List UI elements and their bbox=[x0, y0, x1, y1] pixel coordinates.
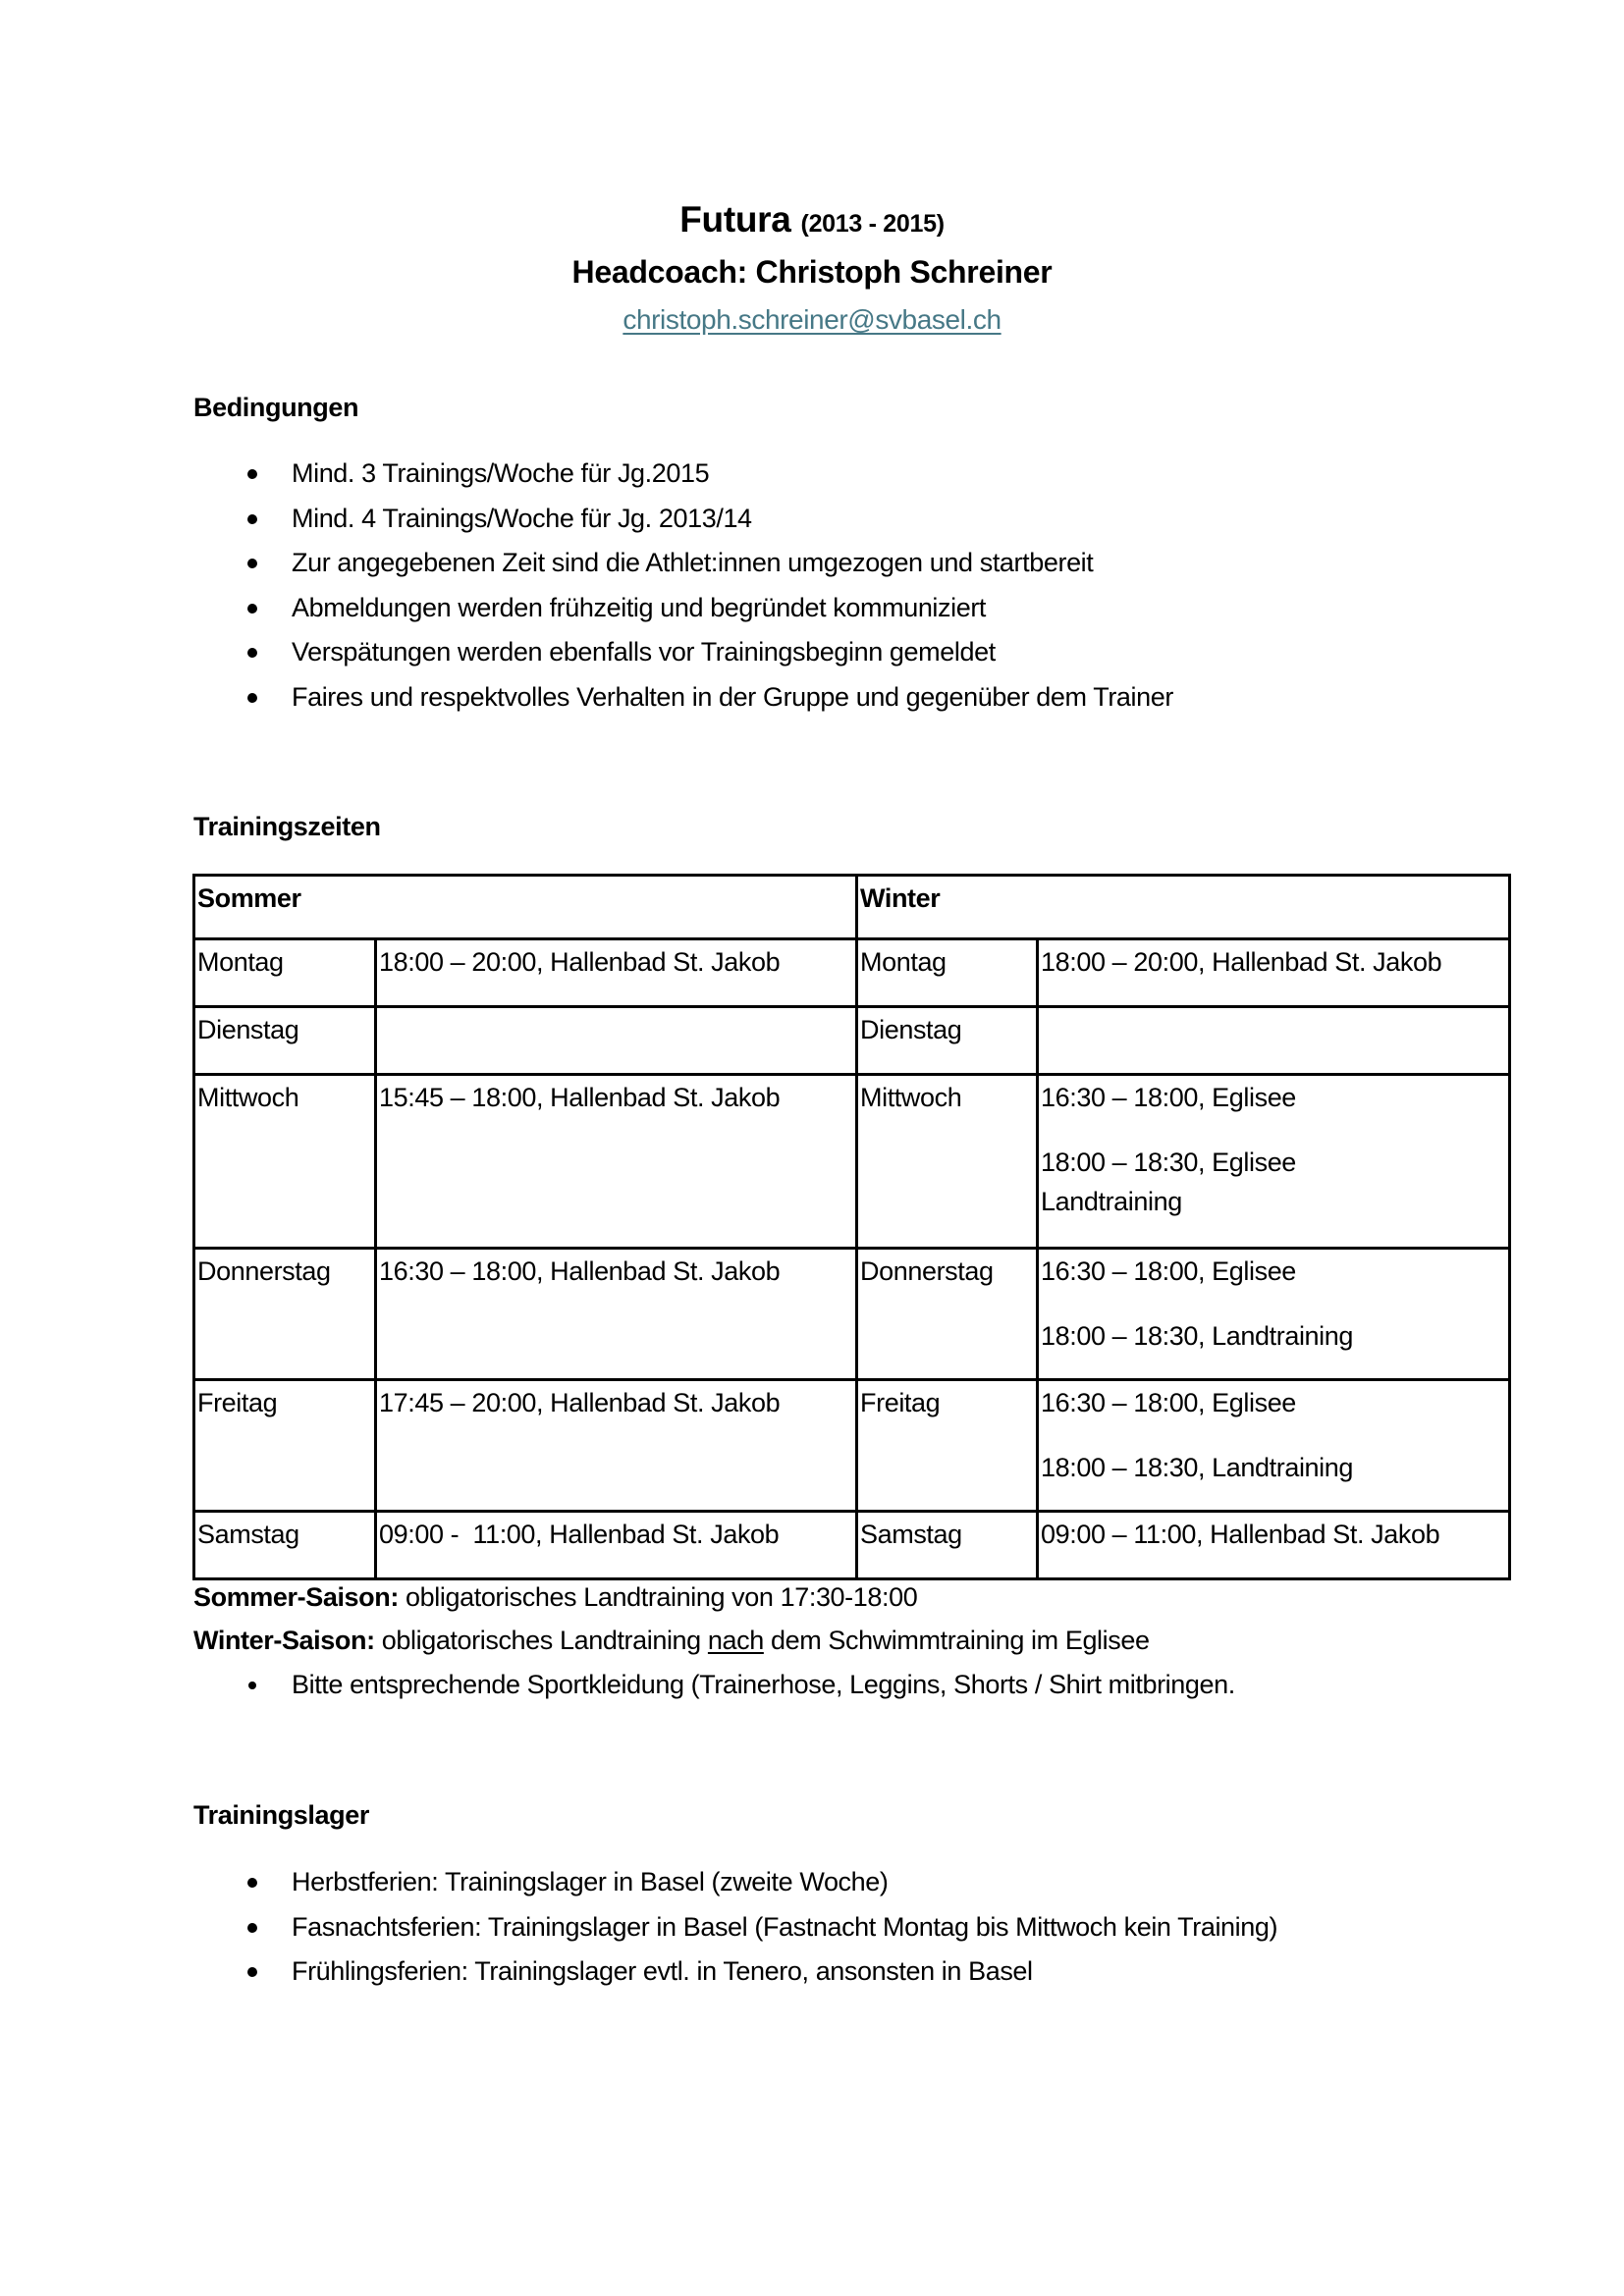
table-row bbox=[194, 1075, 1510, 1249]
summer-header: Sommer bbox=[194, 876, 857, 939]
summer-day: Samstag bbox=[194, 1512, 376, 1579]
winter-time: 18:00 – 20:00, Hallenbad St. Jakob bbox=[1038, 939, 1510, 1007]
headcoach-line: Headcoach: Christoph Schreiner bbox=[571, 254, 1053, 290]
bullet-icon bbox=[247, 1878, 257, 1888]
bullet-icon bbox=[247, 648, 257, 658]
table-row bbox=[194, 1380, 1510, 1512]
summer-day: Donnerstag bbox=[194, 1249, 376, 1380]
winter-time: 16:30 – 18:00, Eglisee 18:00 – 18:30, Eglisee Landtraining bbox=[1038, 1075, 1510, 1249]
conditions-list bbox=[245, 452, 1173, 721]
summer-time: 09:00 - 11:00, Hallenbad St. Jakob bbox=[376, 1512, 857, 1579]
team-years: (2013 - 2015) bbox=[800, 210, 945, 238]
bullet-icon bbox=[247, 469, 257, 479]
list-item: Verspätungen werden ebenfalls vor Trainingsbeginn gemeldet bbox=[245, 630, 1173, 675]
list-item: Fasnachtsferien: Trainingslager in Basel (Fastnacht Montag bis Mittwoch kein Training) bbox=[245, 1905, 1277, 1950]
bullet-icon bbox=[247, 514, 257, 524]
clothing-note-list bbox=[245, 1663, 1235, 1708]
summer-time bbox=[376, 1007, 857, 1075]
table-row bbox=[194, 1249, 1510, 1380]
summer-day: Montag bbox=[194, 939, 376, 1007]
winter-day: Samstag bbox=[857, 1512, 1038, 1579]
bullet-icon bbox=[247, 559, 257, 568]
table-row bbox=[194, 939, 1510, 1007]
camps-list bbox=[245, 1860, 1277, 1995]
table-row bbox=[194, 1007, 1510, 1075]
winter-time: 09:00 – 11:00, Hallenbad St. Jakob bbox=[1038, 1512, 1510, 1579]
page-title bbox=[0, 199, 1624, 240]
winter-day: Freitag bbox=[857, 1380, 1038, 1512]
table-row bbox=[194, 1512, 1510, 1579]
email-link[interactable]: christoph.schreiner@svbasel.ch bbox=[623, 304, 1001, 335]
summer-time: 17:45 – 20:00, Hallenbad St. Jakob bbox=[376, 1380, 857, 1512]
winter-day: Dienstag bbox=[857, 1007, 1038, 1075]
summer-time: 15:45 – 18:00, Hallenbad St. Jakob bbox=[376, 1075, 857, 1249]
winter-season-note: Winter-Saison: obligatorisches Landtraining nach dem Schwimmtraining im Eglisee bbox=[193, 1626, 1150, 1655]
list-item: Abmeldungen werden frühzeitig und begründet kommuniziert bbox=[245, 586, 1173, 631]
summer-time: 16:30 – 18:00, Hallenbad St. Jakob bbox=[376, 1249, 857, 1380]
winter-season-label: Winter-Saison: bbox=[193, 1626, 375, 1655]
winter-time: 16:30 – 18:00, Eglisee 18:00 – 18:30, Landtraining bbox=[1038, 1249, 1510, 1380]
bullet-icon bbox=[247, 693, 257, 703]
winter-time bbox=[1038, 1007, 1510, 1075]
summer-time: 18:00 – 20:00, Hallenbad St. Jakob bbox=[376, 939, 857, 1007]
winter-time: 16:30 – 18:00, Eglisee 18:00 – 18:30, Landtraining bbox=[1038, 1380, 1510, 1512]
bullet-icon bbox=[248, 1682, 256, 1689]
emphasis-nach: nach bbox=[707, 1626, 764, 1655]
bullet-icon bbox=[247, 604, 257, 614]
summer-season-note: Sommer-Saison: obligatorisches Landtraining von 17:30-18:00 bbox=[193, 1582, 918, 1612]
team-name: Futura bbox=[679, 199, 791, 240]
winter-header: Winter bbox=[857, 876, 1510, 939]
winter-day: Mittwoch bbox=[857, 1075, 1038, 1249]
list-item: Mind. 4 Trainings/Woche für Jg. 2013/14 bbox=[245, 497, 1173, 542]
schedule-table bbox=[192, 874, 1511, 1580]
schedule-heading: Trainingszeiten bbox=[193, 812, 381, 841]
summer-day: Freitag bbox=[194, 1380, 376, 1512]
list-item: Mind. 3 Trainings/Woche für Jg.2015 bbox=[245, 452, 1173, 497]
list-item: Herbstferien: Trainingslager in Basel (zweite Woche) bbox=[245, 1860, 1277, 1905]
list-item: Bitte entsprechende Sportkleidung (Trainerhose, Leggins, Shorts / Shirt mitbringen. bbox=[245, 1663, 1235, 1708]
summer-season-label: Sommer-Saison: bbox=[193, 1582, 399, 1612]
summer-day: Dienstag bbox=[194, 1007, 376, 1075]
bullet-icon bbox=[247, 1923, 257, 1933]
bullet-icon bbox=[247, 1967, 257, 1977]
winter-day: Montag bbox=[857, 939, 1038, 1007]
table-header-row bbox=[194, 876, 1510, 939]
conditions-heading: Bedingungen bbox=[193, 393, 359, 422]
email-line bbox=[0, 304, 1624, 336]
list-item: Frühlingsferien: Trainingslager evtl. in Tenero, ansonsten in Basel bbox=[245, 1949, 1277, 1995]
camps-heading: Trainingslager bbox=[193, 1800, 369, 1830]
summer-day: Mittwoch bbox=[194, 1075, 376, 1249]
list-item: Faires und respektvolles Verhalten in der Gruppe und gegenüber dem Trainer bbox=[245, 675, 1173, 721]
list-item: Zur angegebenen Zeit sind die Athlet:innen umgezogen und startbereit bbox=[245, 541, 1173, 586]
winter-day: Donnerstag bbox=[857, 1249, 1038, 1380]
